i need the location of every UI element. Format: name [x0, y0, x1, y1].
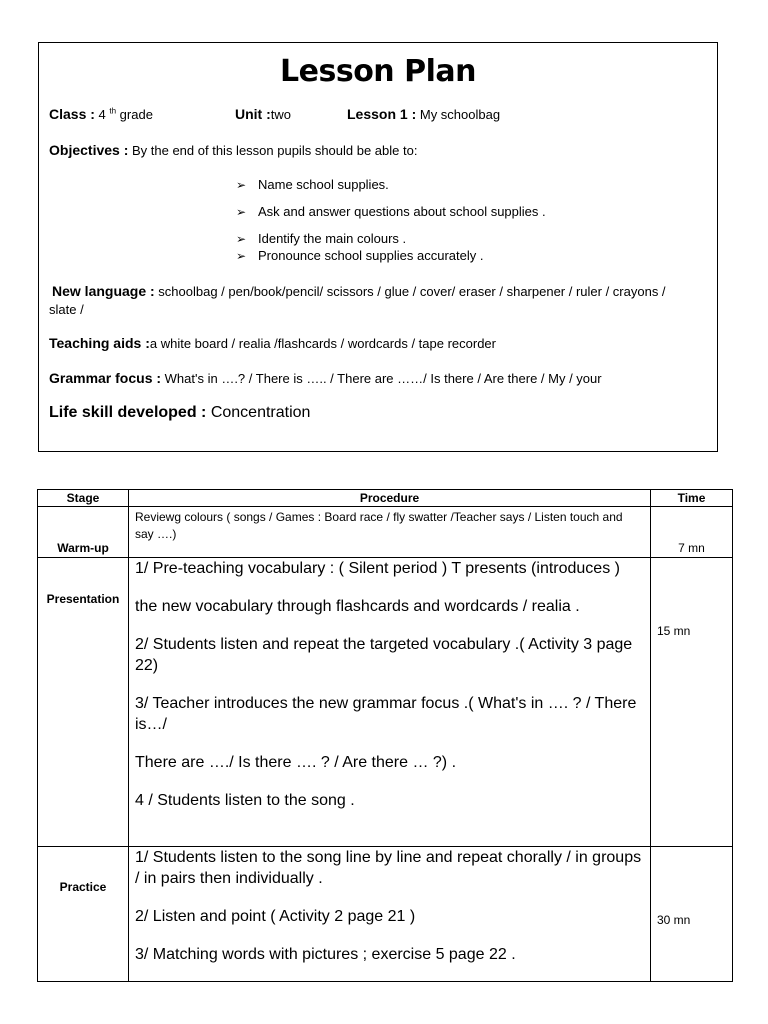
- stage-cell: [38, 847, 129, 982]
- page-title: Lesson Plan: [280, 54, 476, 89]
- warmup-time: 7 mn: [678, 541, 705, 555]
- table-row: [38, 847, 733, 982]
- unit-label: Unit :: [235, 106, 271, 122]
- procedure-step: the new vocabulary through flashcards and wordcards / realia .: [135, 598, 580, 615]
- grammar-focus-line: [49, 370, 602, 386]
- stage-cell: [38, 507, 129, 558]
- objective-item: ➢ Identify the main colours .: [236, 231, 407, 246]
- procedure-cell: [129, 847, 651, 982]
- unit-line: [235, 106, 291, 122]
- header-stage: Stage: [38, 490, 129, 507]
- arrow-bullet-icon: ➢: [236, 205, 247, 219]
- lesson-value: My schoolbag: [416, 107, 501, 122]
- procedure-step: 2/ Listen and point ( Activity 2 page 21 ): [135, 908, 416, 925]
- stage-warmup: Warm-up: [57, 541, 109, 555]
- teaching-aids-label: Teaching aids :: [49, 335, 150, 351]
- stage-cell: [38, 558, 129, 847]
- objective-item: ➢ Name school supplies.: [236, 177, 389, 192]
- new-language-label: New language :: [52, 283, 155, 299]
- grammar-focus-label: Grammar focus :: [49, 370, 162, 386]
- arrow-bullet-icon: ➢: [236, 249, 247, 263]
- table-row: [38, 507, 733, 558]
- class-value-pre: 4: [94, 107, 110, 122]
- presentation-time: 15 mn: [657, 624, 691, 638]
- procedure-step: There are …./ Is there …. ? / Are there … ?) .: [135, 754, 457, 771]
- life-skill-label: Life skill developed :: [49, 404, 207, 421]
- class-label: Class :: [49, 106, 95, 122]
- procedure-table: [37, 489, 733, 982]
- objective-item: ➢ Pronounce school supplies accurately .: [236, 248, 484, 263]
- new-language-value: schoolbag / pen/book/pencil/ scissors / glue / cover/ eraser / sharpener / ruler / crayons / slate /: [49, 284, 666, 317]
- teaching-aids-value: a white board / realia /flashcards / wordcards / tape recorder: [149, 336, 496, 351]
- objectives-line: [49, 142, 417, 158]
- procedure-step: 3/ Teacher introduces the new grammar focus .( What's in …. ? / There is…/: [135, 695, 637, 733]
- table-row: [38, 558, 733, 847]
- new-language-line: [49, 282, 669, 319]
- life-skill-value: Concentration: [206, 404, 311, 421]
- objective-item: ➢ Ask and answer questions about school supplies .: [236, 204, 546, 219]
- lesson-line: [347, 106, 500, 122]
- objectives-value: By the end of this lesson pupils should be able to:: [128, 143, 418, 158]
- objectives-label: Objectives :: [49, 142, 129, 158]
- procedure-step: 4 / Students listen to the song .: [135, 792, 355, 809]
- arrow-bullet-icon: ➢: [236, 178, 247, 192]
- procedure-step: 2/ Students listen and repeat the targeted vocabulary .( Activity 3 page 22): [135, 636, 633, 674]
- procedure-cell: [129, 507, 651, 558]
- practice-time: 30 mn: [657, 913, 691, 927]
- class-value-post: grade: [116, 107, 153, 122]
- stage-presentation: Presentation: [46, 592, 120, 606]
- warmup-procedure: Reviewg colours ( songs / Games : Board race / fly swatter /Teacher says / Listen touch and say ….): [135, 510, 623, 541]
- time-cell: [651, 507, 733, 558]
- life-skill-line: [49, 404, 310, 422]
- procedure-step: 1/ Pre-teaching vocabulary : ( Silent period ) T presents (introduces ): [135, 560, 620, 577]
- lesson-label: Lesson 1 :: [347, 106, 417, 122]
- header-time: Time: [651, 490, 733, 507]
- table-header-row: [38, 490, 733, 507]
- class-sup: th: [109, 106, 117, 116]
- stage-practice: Practice: [59, 880, 107, 894]
- arrow-bullet-icon: ➢: [236, 232, 247, 246]
- time-cell: [651, 847, 733, 982]
- time-cell: [651, 558, 733, 847]
- class-line: [49, 106, 153, 122]
- procedure-step: 1/ Students listen to the song line by line and repeat chorally / in groups / in pairs then individually .: [135, 849, 642, 887]
- procedure-cell: [129, 558, 651, 847]
- teaching-aids-line: [49, 335, 496, 351]
- unit-value: two: [270, 107, 291, 122]
- header-procedure: Procedure: [129, 490, 651, 507]
- lesson-plan-box: [38, 42, 718, 452]
- grammar-focus-value: What's in ….? / There is ….. / There are ……/ Is there / Are there / My / your: [161, 371, 602, 386]
- procedure-step: 3/ Matching words with pictures ; exercise 5 page 22 .: [135, 946, 516, 963]
